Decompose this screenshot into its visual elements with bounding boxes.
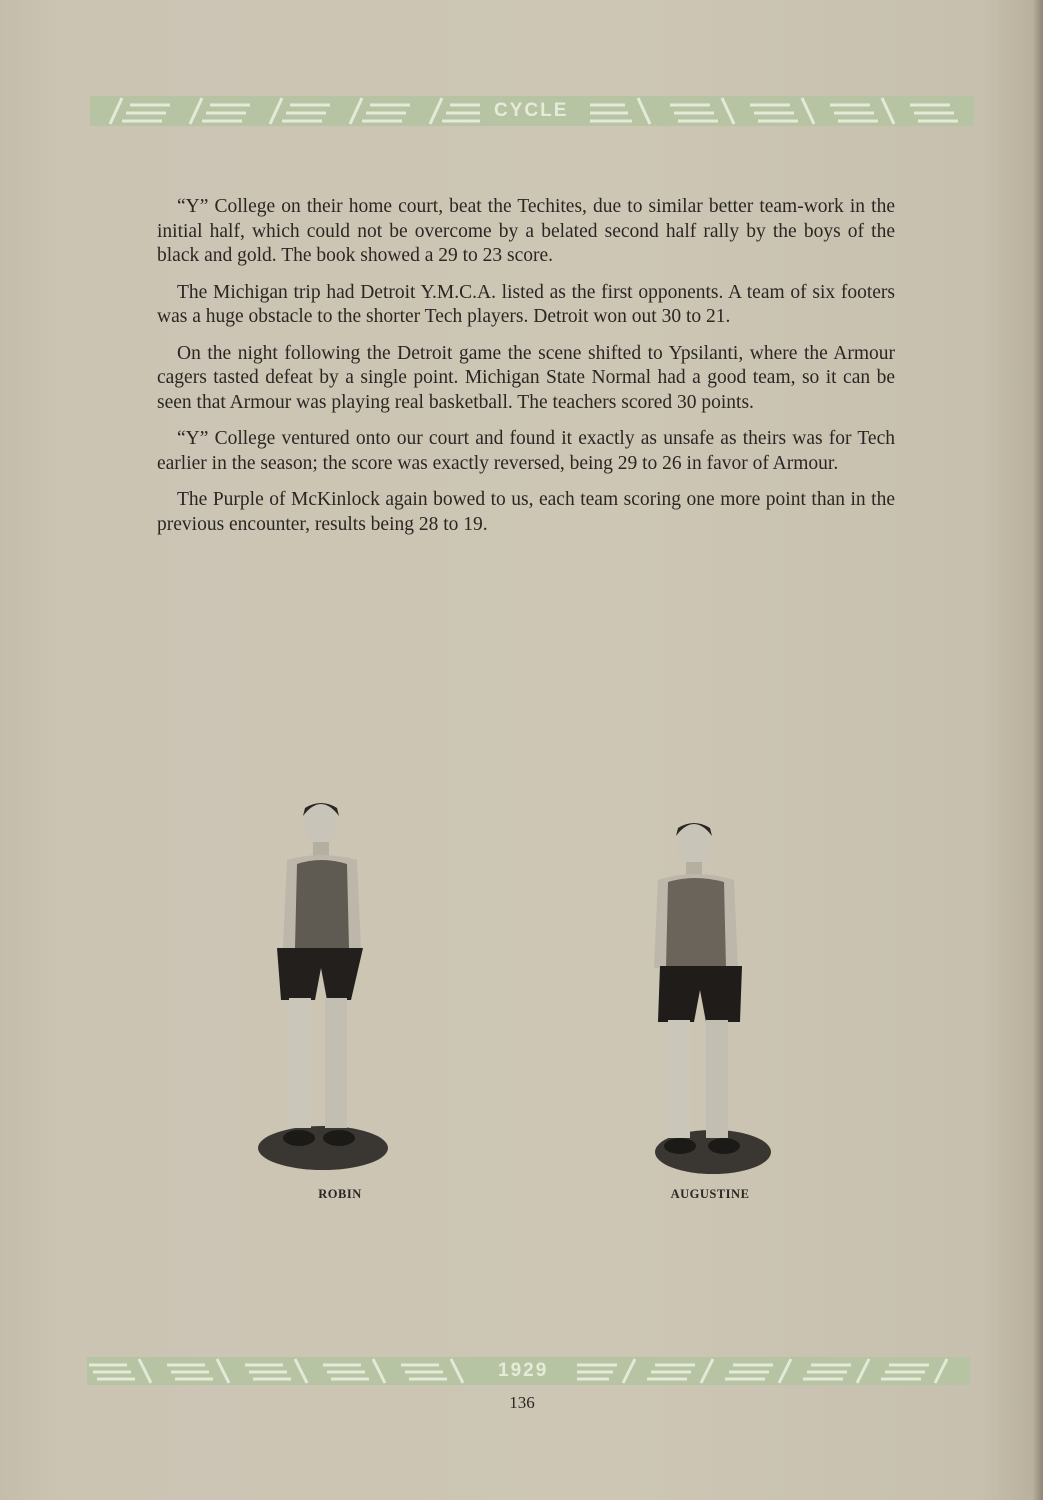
- paragraph-4: “Y” College ventured onto our court and found it exactly as unsafe as theirs was for Tech earlier in the season; the score was exactly reversed, being 29 to 26 in favor of Armour.: [157, 428, 895, 474]
- paragraph-3: On the night following the Detroit game the scene shifted to Ypsilanti, where the Armour cagers tasted defeat by a single point. Michigan State Normal had a good team, so it can be seen that Armour was playing real basketball. The teachers scored 30 points.: [157, 342, 895, 413]
- paragraph-2: The Michigan trip had Detroit Y.M.C.A. listed as the first opponents. A team of six footers was a huge obstacle to the shorter Tech players. Detroit won out 30 to 21.: [157, 281, 895, 327]
- paragraph-5: The Purple of McKinlock again bowed to us, each team scoring one more point than in the previous encounter, results being 28 to 19.: [157, 489, 895, 535]
- article-body: [157, 195, 895, 549]
- player-photo-robin: [255, 798, 395, 1178]
- header-band-label: CYCLE: [486, 98, 576, 124]
- footer-ornament-band: [87, 1357, 970, 1385]
- paragraph-1: “Y” College on their home court, beat the Techites, due to similar better team-work in the initial half, which could not be overcome by a belated second half rally by the boys of the black and gold. The book showed a 29 to 23 score.: [157, 196, 895, 266]
- player-photo-augustine: [648, 818, 773, 1178]
- photo-caption-augustine: AUGUSTINE: [670, 1187, 750, 1201]
- header-ornament-band: [90, 96, 974, 126]
- page-number: 136: [509, 1393, 535, 1412]
- footer-band-label: 1929: [490, 1358, 556, 1384]
- photo-caption-robin: ROBIN: [318, 1187, 362, 1201]
